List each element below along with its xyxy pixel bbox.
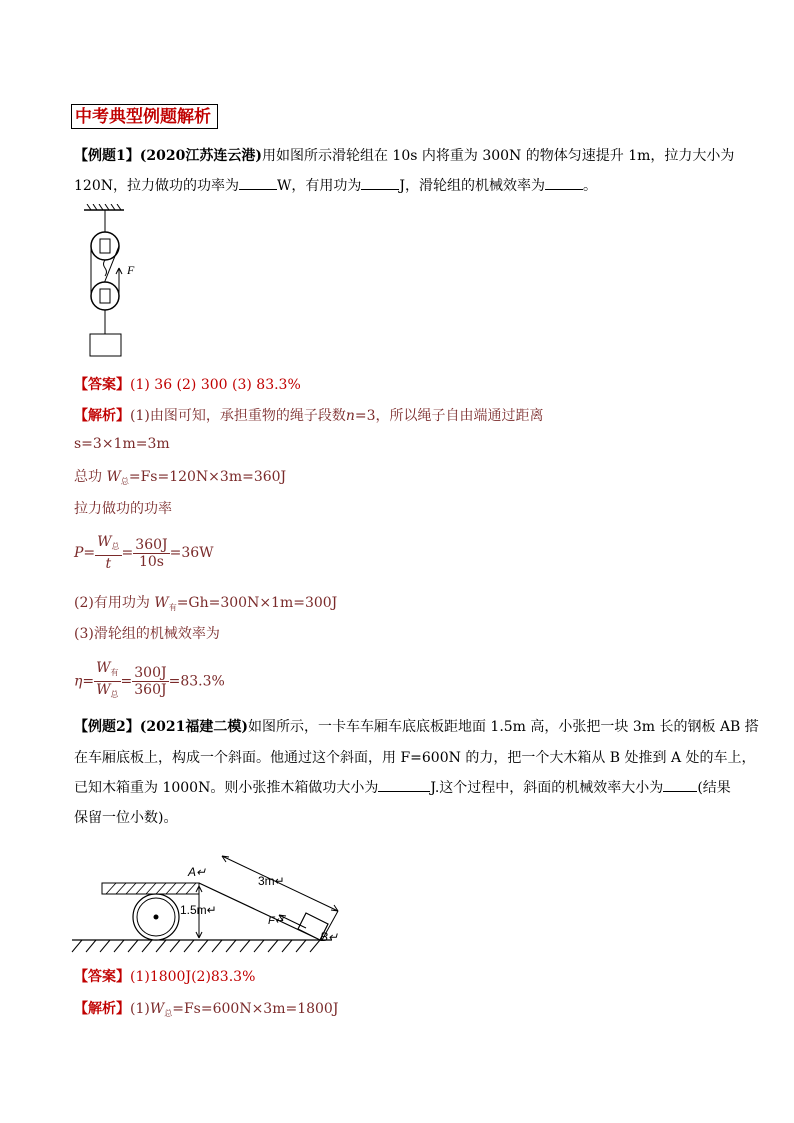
- answer-tag: 【答案】: [74, 969, 130, 985]
- example2-line3: [74, 777, 731, 797]
- answer-text: (1) 36 (2) 300 (3) 83.3%: [130, 377, 301, 393]
- var-W: W: [106, 469, 121, 485]
- example1-line2: [74, 175, 597, 195]
- example1-text2c: J，滑轮组的机械效率为: [399, 178, 545, 194]
- text: (1): [130, 1001, 150, 1017]
- example1-text2b: W，有用功为: [276, 178, 362, 194]
- example2-source: (2021福建二模): [139, 719, 248, 735]
- numerator: 300J: [134, 665, 167, 681]
- example1-analysis-line2: s=3×1m=3m: [74, 436, 170, 452]
- efficiency-formula: [74, 660, 225, 703]
- example1-tag: 【例题1】: [74, 148, 140, 164]
- example2-text1: 如图所示，一卡车车厢车底底板距地面 1.5m 高，小张把一块 3m 长的钢板 AB 搭: [247, 719, 759, 735]
- example1-analysis-line7: (3)滑轮组的机械效率为: [74, 626, 220, 642]
- blank-efficiency: [545, 177, 583, 190]
- var-n: n: [345, 408, 355, 424]
- result: =83.3%: [168, 673, 225, 690]
- force-F-label: F↵: [268, 915, 284, 927]
- force-label-F: F: [127, 263, 135, 277]
- example1-analysis-line4: 拉力做功的功率: [74, 501, 172, 517]
- equals: =: [120, 673, 133, 690]
- fraction-values: [133, 537, 169, 570]
- example1-text2a: 120N，拉力做功的功率为: [74, 178, 239, 194]
- text: J.这个过程中，斜面的机械效率大小为: [430, 780, 664, 796]
- subscript: 有: [110, 668, 119, 677]
- var-W: W: [154, 595, 169, 611]
- subscript: 总: [120, 477, 129, 486]
- text: (结果: [697, 780, 731, 796]
- blank-useful-work: [361, 177, 399, 190]
- blank-work: [378, 779, 430, 792]
- height-1.5m-label: 1.5m↵: [180, 903, 217, 917]
- text: 已知木箱重为 1000N。则小张推木箱做功大小为: [74, 780, 379, 796]
- analysis-tag: 【解析】: [74, 1001, 130, 1017]
- var-eta: η=: [74, 673, 95, 690]
- incline-figure: [70, 840, 360, 962]
- example2-tag: 【例题2】: [74, 719, 140, 735]
- fraction-W-over-t: [95, 534, 121, 572]
- text: 总功: [74, 469, 102, 485]
- example1-source: (2020江苏连云港): [139, 148, 262, 164]
- subscript: 有: [168, 603, 177, 612]
- equation: =Fs=120N×3m=360J: [128, 469, 287, 485]
- example2-answer: [74, 966, 255, 986]
- answer-text: (1)1800J(2)83.3%: [130, 969, 256, 985]
- var-W: W: [96, 682, 111, 698]
- example2-line4: 保留一位小数)。: [74, 810, 178, 826]
- var-W: W: [96, 660, 111, 676]
- point-B-label: B↵: [320, 930, 339, 944]
- example2-analysis-line1: [74, 998, 338, 1019]
- subscript: 总: [110, 690, 119, 699]
- equation: =Fs=600N×3m=1800J: [172, 1001, 339, 1017]
- denominator: 10s: [138, 553, 164, 570]
- equation: =Gh=300N×1m=300J: [176, 595, 338, 611]
- example1-analysis-line3: [74, 466, 286, 487]
- analysis-text: =3，所以绳子自由端通过距离: [354, 408, 544, 424]
- fraction-W-ratio: [94, 660, 120, 703]
- var-P: P=: [74, 545, 96, 561]
- blank-power: [239, 177, 277, 190]
- denominator: 360J: [134, 682, 167, 698]
- example1-answer: [74, 374, 301, 394]
- var-t: t: [105, 556, 112, 572]
- result: =36W: [169, 545, 214, 561]
- example1-analysis-line1: [74, 405, 544, 425]
- answer-tag: 【答案】: [74, 377, 130, 393]
- pulley-figure: [78, 204, 158, 360]
- analysis-text: (1)由图可知，承担重物的绳子段数: [130, 408, 346, 424]
- fraction-values: [132, 665, 168, 698]
- equals: =: [121, 545, 134, 561]
- power-formula: [74, 534, 214, 572]
- subscript: 总: [164, 1009, 173, 1018]
- example1-text2d: 。: [583, 178, 597, 194]
- text: (2)有用功为: [74, 595, 150, 611]
- point-A-label: A↵: [188, 865, 207, 879]
- var-W: W: [149, 1001, 165, 1017]
- example1-text1: 用如图所示滑轮组在 10s 内将重为 300N 的物体匀速提升 1m，拉力大小为: [261, 148, 735, 164]
- section-title: 中考典型例题解析: [71, 104, 218, 129]
- var-W: W: [97, 534, 112, 550]
- blank-efficiency: [663, 779, 697, 792]
- example1-line1: [74, 145, 734, 165]
- example2-line1: [74, 716, 759, 736]
- analysis-tag: 【解析】: [74, 408, 130, 424]
- numerator: 360J: [135, 536, 168, 553]
- subscript: 总: [111, 542, 120, 551]
- example2-line2: 在车厢底板上，构成一个斜面。他通过这个斜面，用 F=600N 的力，把一个大木箱从 B 处推到 A 处的车上，: [74, 750, 756, 766]
- length-3m-label: 3m↵: [258, 874, 285, 888]
- example1-analysis-line6: [74, 592, 337, 613]
